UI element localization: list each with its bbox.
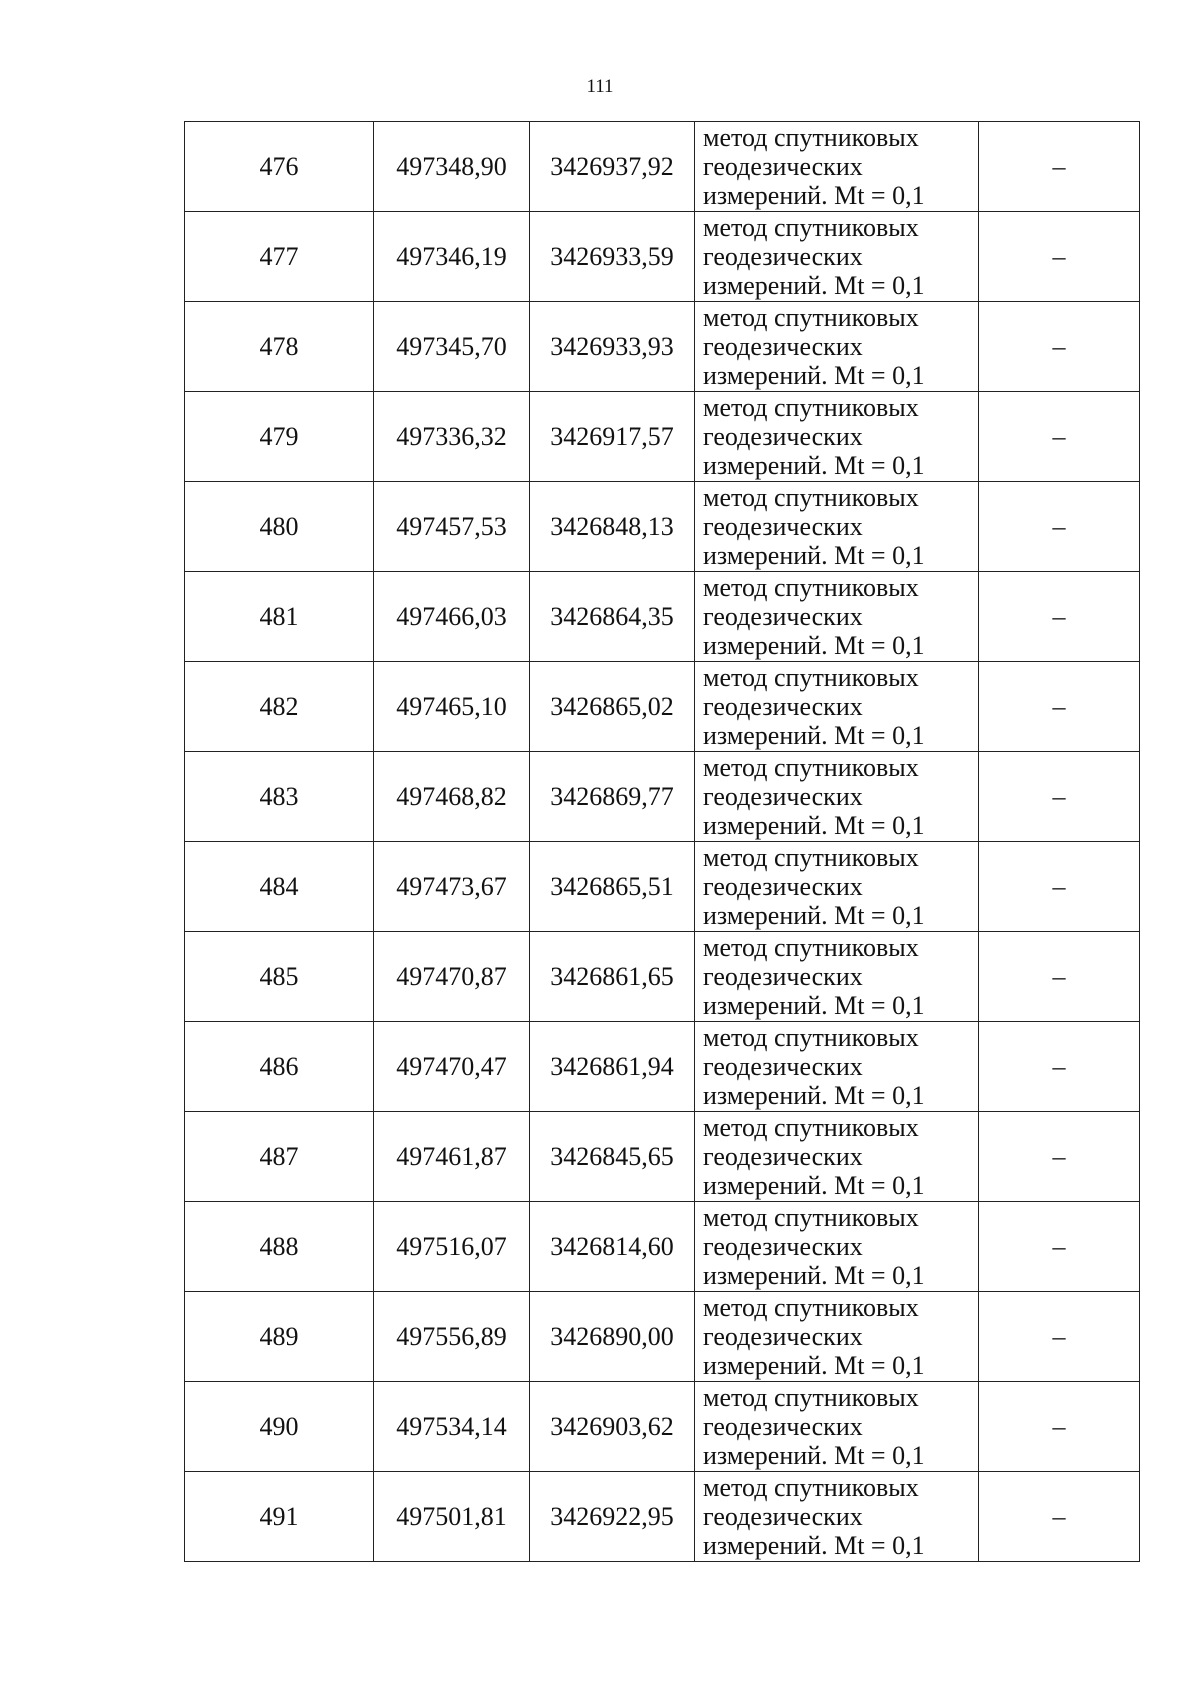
method-line: измерений. Mt = 0,1 [703,1081,925,1110]
method-line: метод спутниковых [703,393,919,422]
note-cell: – [979,212,1140,302]
table-row [185,842,1140,932]
table-row [185,1202,1140,1292]
point-number-cell: 484 [185,842,374,932]
method-line: геодезических [703,152,863,181]
x-coordinate-cell: 497534,14 [374,1382,530,1472]
table-row [185,392,1140,482]
method-cell [695,752,979,842]
method-line: метод спутниковых [703,1023,919,1052]
y-coordinate-cell: 3426869,77 [530,752,695,842]
method-line: измерений. Mt = 0,1 [703,631,925,660]
note-cell: – [979,572,1140,662]
method-line: измерений. Mt = 0,1 [703,1441,925,1470]
note-cell: – [979,392,1140,482]
x-coordinate-cell: 497457,53 [374,482,530,572]
note-cell: – [979,1112,1140,1202]
x-coordinate-cell: 497346,19 [374,212,530,302]
table-row [185,212,1140,302]
point-number-cell: 486 [185,1022,374,1112]
x-coordinate-cell: 497501,81 [374,1472,530,1562]
x-coordinate-cell: 497461,87 [374,1112,530,1202]
method-line: метод спутниковых [703,1293,919,1322]
method-line: метод спутниковых [703,753,919,782]
method-line: геодезических [703,242,863,271]
point-number-cell: 490 [185,1382,374,1472]
point-number-cell: 476 [185,122,374,212]
note-cell: – [979,302,1140,392]
y-coordinate-cell: 3426933,59 [530,212,695,302]
coordinates-table-body [185,122,1140,1562]
method-cell [695,302,979,392]
point-number-cell: 485 [185,932,374,1022]
method-cell [695,482,979,572]
y-coordinate-cell: 3426861,65 [530,932,695,1022]
x-coordinate-cell: 497556,89 [374,1292,530,1382]
note-cell: – [979,482,1140,572]
method-cell [695,1022,979,1112]
method-line: геодезических [703,1142,863,1171]
point-number-cell: 489 [185,1292,374,1382]
method-cell [695,572,979,662]
y-coordinate-cell: 3426917,57 [530,392,695,482]
table-row [185,122,1140,212]
method-cell [695,1292,979,1382]
table-row [185,662,1140,752]
x-coordinate-cell: 497466,03 [374,572,530,662]
method-cell [695,1112,979,1202]
method-line: геодезических [703,872,863,901]
method-line: геодезических [703,1232,863,1261]
method-line: измерений. Mt = 0,1 [703,1171,925,1200]
y-coordinate-cell: 3426861,94 [530,1022,695,1112]
point-number-cell: 487 [185,1112,374,1202]
method-line: метод спутниковых [703,843,919,872]
method-line: геодезических [703,1052,863,1081]
table-row [185,932,1140,1022]
method-line: измерений. Mt = 0,1 [703,361,925,390]
method-cell [695,122,979,212]
point-number-cell: 482 [185,662,374,752]
y-coordinate-cell: 3426890,00 [530,1292,695,1382]
point-number-cell: 491 [185,1472,374,1562]
method-line: измерений. Mt = 0,1 [703,901,925,930]
method-cell [695,212,979,302]
point-number-cell: 488 [185,1202,374,1292]
method-line: метод спутниковых [703,933,919,962]
y-coordinate-cell: 3426933,93 [530,302,695,392]
y-coordinate-cell: 3426903,62 [530,1382,695,1472]
method-line: геодезических [703,1322,863,1351]
method-line: метод спутниковых [703,1383,919,1412]
table-row [185,572,1140,662]
point-number-cell: 478 [185,302,374,392]
table-row [185,1382,1140,1472]
method-line: метод спутниковых [703,303,919,332]
method-line: геодезических [703,782,863,811]
x-coordinate-cell: 497465,10 [374,662,530,752]
x-coordinate-cell: 497336,32 [374,392,530,482]
x-coordinate-cell: 497345,70 [374,302,530,392]
method-line: метод спутниковых [703,213,919,242]
method-line: измерений. Mt = 0,1 [703,1261,925,1290]
method-cell [695,662,979,752]
note-cell: – [979,1202,1140,1292]
point-number-cell: 477 [185,212,374,302]
method-line: геодезических [703,1412,863,1441]
method-line: геодезических [703,422,863,451]
note-cell: – [979,662,1140,752]
x-coordinate-cell: 497348,90 [374,122,530,212]
method-line: измерений. Mt = 0,1 [703,811,925,840]
note-cell: – [979,1382,1140,1472]
method-line: измерений. Mt = 0,1 [703,181,925,210]
y-coordinate-cell: 3426864,35 [530,572,695,662]
method-line: измерений. Mt = 0,1 [703,991,925,1020]
coordinates-table [184,121,1140,1562]
method-line: геодезических [703,692,863,721]
y-coordinate-cell: 3426922,95 [530,1472,695,1562]
method-line: метод спутниковых [703,573,919,602]
table-row [185,1292,1140,1382]
page-number: 111 [586,76,614,97]
method-line: геодезических [703,1502,863,1531]
method-cell [695,1202,979,1292]
method-line: измерений. Mt = 0,1 [703,451,925,480]
y-coordinate-cell: 3426848,13 [530,482,695,572]
method-line: метод спутниковых [703,663,919,692]
table-row [185,1472,1140,1562]
note-cell: – [979,842,1140,932]
point-number-cell: 480 [185,482,374,572]
note-cell: – [979,1022,1140,1112]
method-cell [695,932,979,1022]
table-row [185,1022,1140,1112]
method-cell [695,392,979,482]
note-cell: – [979,752,1140,842]
method-line: метод спутниковых [703,1203,919,1232]
x-coordinate-cell: 497473,67 [374,842,530,932]
method-line: измерений. Mt = 0,1 [703,541,925,570]
method-line: геодезических [703,602,863,631]
x-coordinate-cell: 497516,07 [374,1202,530,1292]
point-number-cell: 481 [185,572,374,662]
y-coordinate-cell: 3426865,51 [530,842,695,932]
method-line: измерений. Mt = 0,1 [703,1531,925,1560]
note-cell: – [979,1472,1140,1562]
method-line: измерений. Mt = 0,1 [703,271,925,300]
y-coordinate-cell: 3426845,65 [530,1112,695,1202]
x-coordinate-cell: 497468,82 [374,752,530,842]
method-line: измерений. Mt = 0,1 [703,1351,925,1380]
table-row [185,302,1140,392]
x-coordinate-cell: 497470,87 [374,932,530,1022]
method-cell [695,1382,979,1472]
x-coordinate-cell: 497470,47 [374,1022,530,1112]
method-line: метод спутниковых [703,1113,919,1142]
method-line: геодезических [703,962,863,991]
method-line: метод спутниковых [703,483,919,512]
table-row [185,482,1140,572]
method-line: метод спутниковых [703,1473,919,1502]
method-line: метод спутниковых [703,123,919,152]
point-number-cell: 479 [185,392,374,482]
method-line: измерений. Mt = 0,1 [703,721,925,750]
point-number-cell: 483 [185,752,374,842]
method-cell [695,1472,979,1562]
method-line: геодезических [703,332,863,361]
note-cell: – [979,932,1140,1022]
note-cell: – [979,1292,1140,1382]
table-row [185,1112,1140,1202]
method-line: геодезических [703,512,863,541]
y-coordinate-cell: 3426937,92 [530,122,695,212]
y-coordinate-cell: 3426865,02 [530,662,695,752]
method-cell [695,842,979,932]
y-coordinate-cell: 3426814,60 [530,1202,695,1292]
note-cell: – [979,122,1140,212]
table-row [185,752,1140,842]
